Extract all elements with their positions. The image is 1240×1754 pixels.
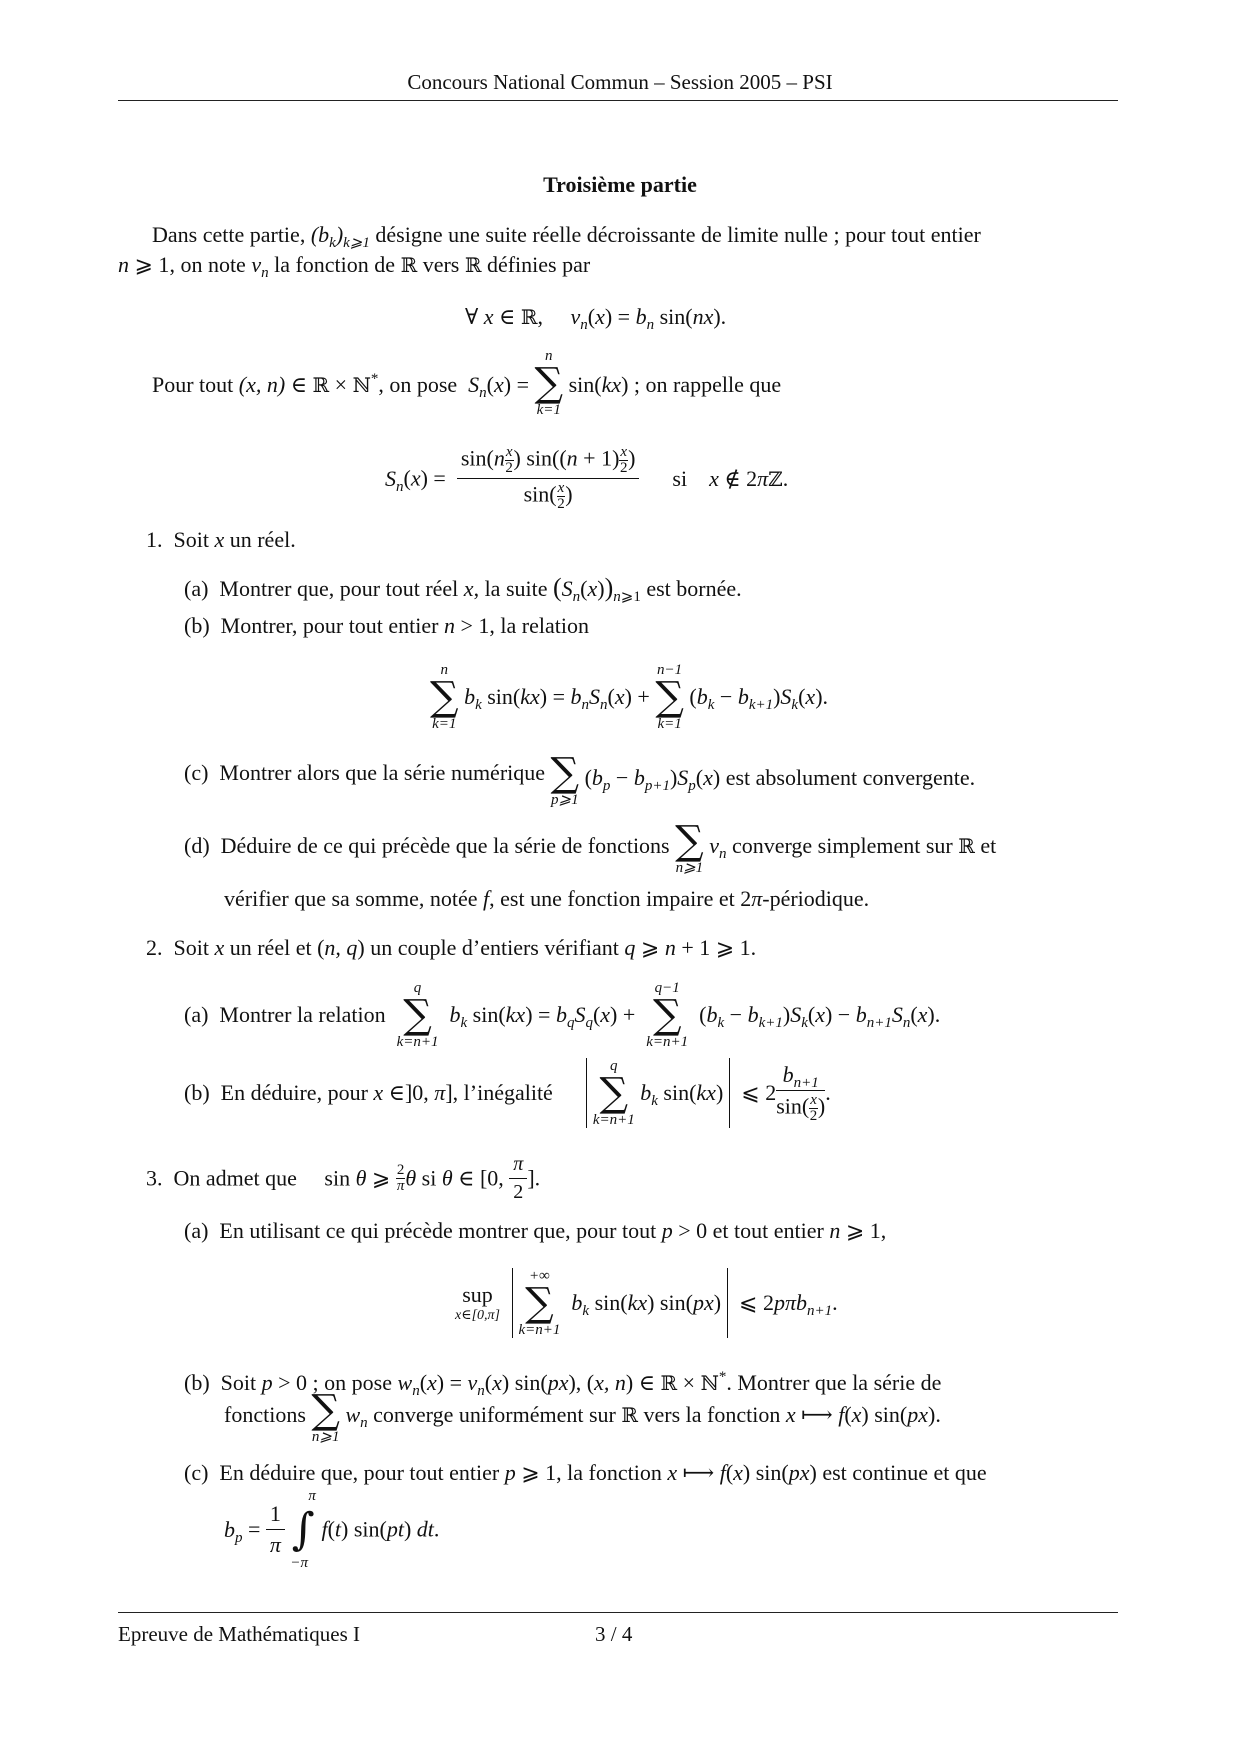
intro-line-1: Dans cette partie, $(b_k)_{k⩾1}$ désigne une suite réelle décroissante de limite nulle ; pour tout entier	[152, 222, 981, 251]
q3b: (b) Soit p > 0 ; on pose $w_n(x) = v_n(x)$ sin(px), (x, n) ∈ ℝ × ℕ*. Montrer que la série de	[184, 1369, 942, 1399]
q1b: (b) Montrer, pour tout entier n > 1, la relation	[184, 613, 589, 638]
q2b: (b) En déduire, pour x ∈]0, π], l’inégalité q ∑ k=n+1 $b_k$ sin(kx) ⩽ 2 $b_{n+1}$ sin( $\frac{x}{2}$) .	[184, 1058, 831, 1128]
q3b-line2: fonctions ∑ n⩾1 $w_n$ converge uniformément sur ℝ vers la fonction x ⟼ f(x) sin(px).	[224, 1387, 941, 1445]
sn-closed-form: $S_n(x)$ = sin(n $\frac{x}{2}$) sin((n + 1) $\frac{x}{2}$) sin( $\frac{x}{2}$) si x ∉ 2πℤ.	[385, 444, 789, 512]
header-rule	[118, 100, 1118, 101]
q1-statement: 1. Soit x un réel.	[146, 527, 296, 552]
def-sn-line: Pour tout (x, n) ∈ ℝ × ℕ*, on pose $S_n(x)$ = n ∑ k=1 sin(kx) ; on rappelle que	[152, 348, 782, 418]
page-header: Concours National Commun – Session 2005 – PSI	[407, 70, 833, 94]
q1d-line2: vérifier que sa somme, notée f, est une fonction impaire et 2π-périodique.	[224, 886, 870, 911]
q3-statement: 3. On admet que sin θ ⩾ $\frac{2}{\pi}\theta$ si θ ∈ [0, $\frac{\pi}{2}$ ].	[146, 1153, 541, 1203]
q1b-formula: n ∑ k=1 $b_k$ $\sin(kx) = b_nS_n(x)$ + n−1 ∑ k=1 $(b_k - b_{k+1})S_k(x)$.	[430, 662, 829, 732]
def-vn-formula: ∀ x ∈ ℝ, $v_n(x) = b_n$ sin(nx).	[465, 304, 727, 333]
footer-rule	[118, 1612, 1118, 1613]
q1d: (d) Déduire de ce qui précède que la série de fonctions ∑ n⩾1 $v_n$ converge simplement sur ℝ et	[184, 818, 997, 876]
section-title: Troisième partie	[543, 172, 697, 197]
q3a: (a) En utilisant ce qui précède montrer que, pour tout p > 0 et tout entier n ⩾ 1,	[184, 1218, 887, 1243]
q3a-formula: sup x∈[0,π] +∞ ∑ k=n+1 $b_k$ sin(kx) sin(px) ⩽ 2pπb$_{n+1}$.	[455, 1268, 838, 1338]
q3c-formula: $b_p$ = $\frac{1}{\pi}$ π ∫ −π f(t) sin(pt) dt.	[224, 1488, 440, 1571]
intro-line-2: n ⩾ 1, on note $v_n$ la fonction de ℝ vers ℝ définies par	[118, 252, 591, 281]
q2a: (a) Montrer la relation q ∑ k=n+1 $b_k$ $\sin(kx) = b_qS_q(x)$ + q−1 ∑ k=n+1 $(b_k - b_{k+1})S_k(x) - b_{n+1}S_n(x)$.	[184, 980, 941, 1050]
footer-title: Epreuve de Mathématiques I	[118, 1622, 360, 1646]
q2-statement: 2. Soit x un réel et (n, q) un couple d’entiers vérifiant q ⩾ n + 1 ⩾ 1.	[146, 935, 757, 960]
q3c: (c) En déduire que, pour tout entier p ⩾ 1, la fonction x ⟼ f(x) sin(px) est continue et que	[184, 1460, 987, 1485]
page-number: 3 / 4	[595, 1622, 633, 1646]
q1c: (c) Montrer alors que la série numérique ∑ p⩾1 $(b_p - b_{p+1})S_p(x)$ est absolument convergente.	[184, 750, 976, 808]
q1a: (a) Montrer que, pour tout réel x, la suite $(S_n(x))_{n⩾1}$ est bornée.	[184, 573, 742, 605]
